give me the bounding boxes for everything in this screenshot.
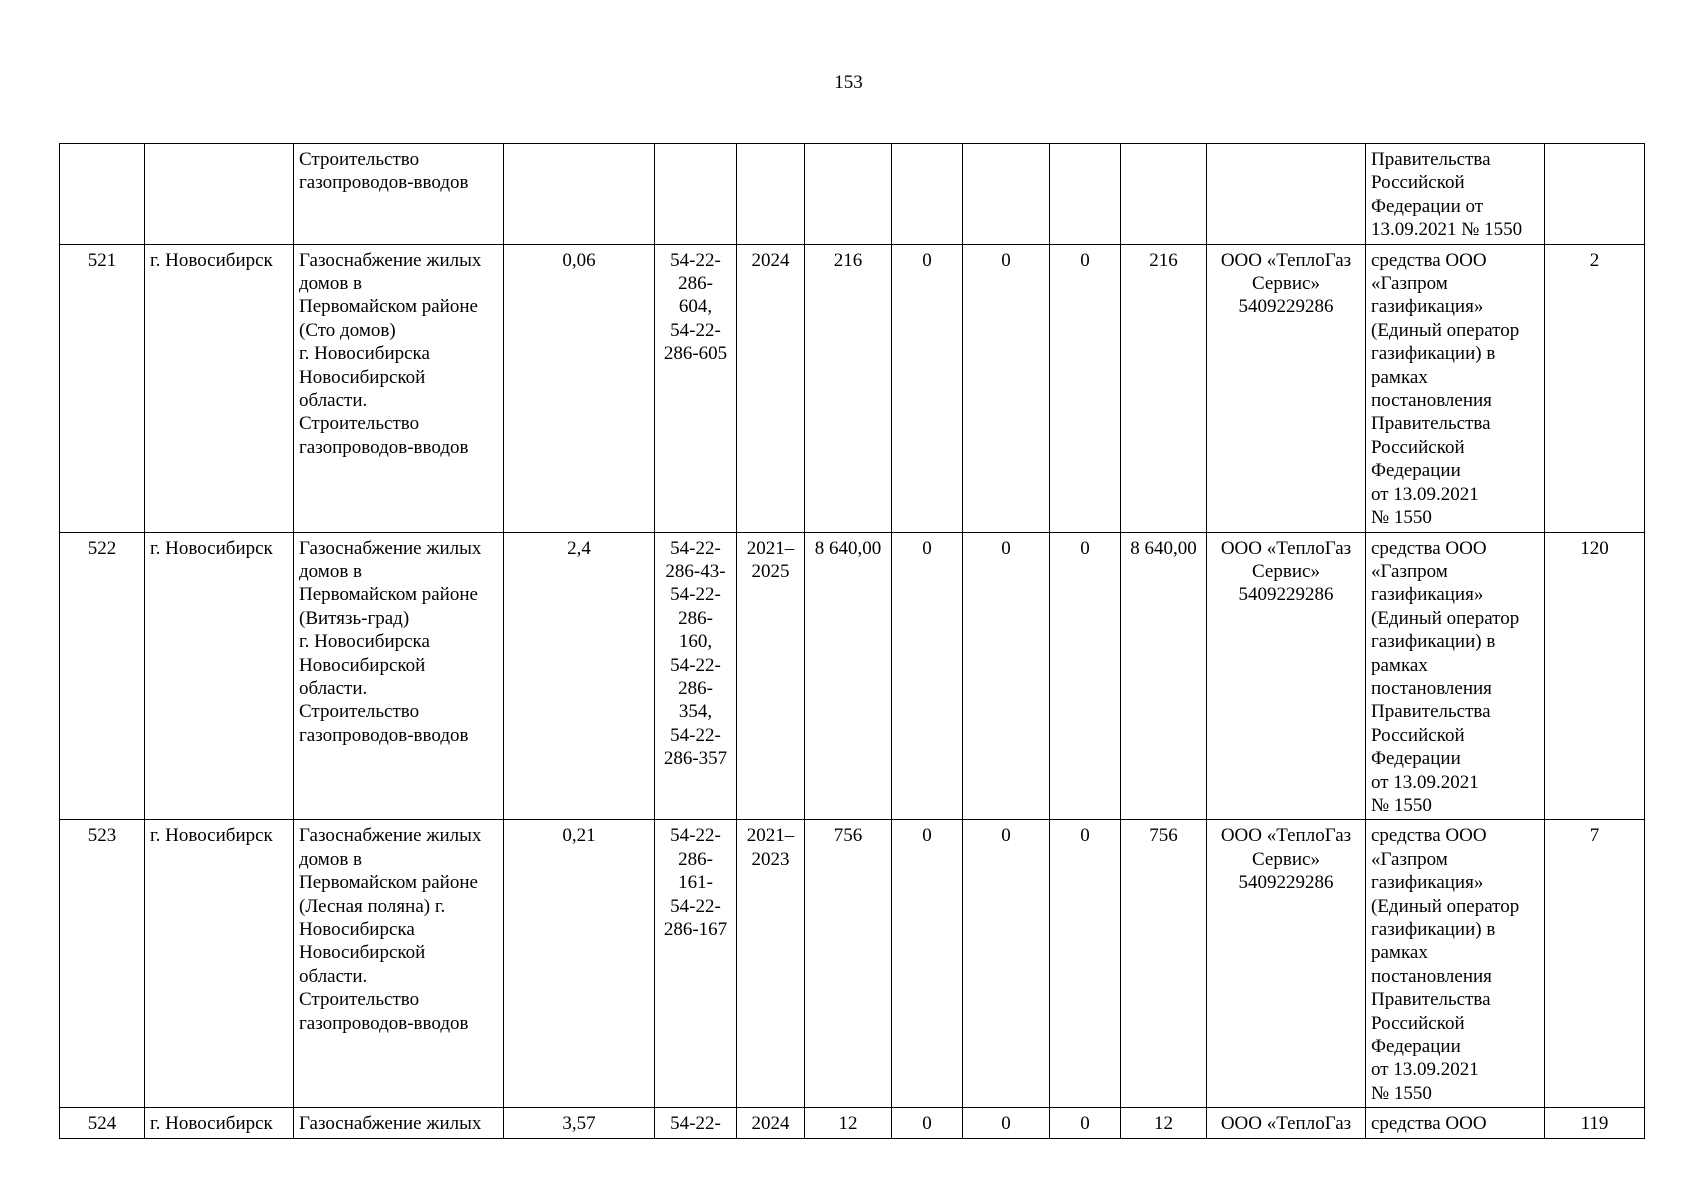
years-cell: 2024 — [737, 244, 805, 532]
description-cell: Строительство газопроводов-вводов — [294, 144, 504, 245]
length-cell: 2,4 — [504, 532, 655, 820]
count-cell: 7 — [1545, 820, 1645, 1108]
table-row — [60, 532, 1645, 820]
funding-source-cell: средства ООО «Газпром газификация» (Единый оператор газификации) в рамках постановления Правительства Российской Федерации от 13.09.2021 № 1550 — [1366, 244, 1545, 532]
funding-source-cell: средства ООО — [1366, 1108, 1545, 1138]
value-cell: 0 — [892, 1108, 963, 1138]
value-cell — [892, 144, 963, 245]
value-cell: 0 — [1050, 532, 1121, 820]
executor-cell: ООО «ТеплоГаз Сервис» 5409229286 — [1207, 820, 1366, 1108]
years-cell: 2021– 2023 — [737, 820, 805, 1108]
total-cell — [805, 144, 892, 245]
value-cell: 0 — [963, 244, 1050, 532]
total-cell: 756 — [805, 820, 892, 1108]
total-cell: 12 — [805, 1108, 892, 1138]
total-cell: 216 — [805, 244, 892, 532]
years-cell — [737, 144, 805, 245]
table-row — [60, 1108, 1645, 1138]
length-cell: 0,21 — [504, 820, 655, 1108]
count-cell: 119 — [1545, 1108, 1645, 1138]
row-number-cell — [60, 144, 145, 245]
cadastral-cell: 54-22- 286- 161- 54-22- 286-167 — [655, 820, 737, 1108]
funding-source-cell: средства ООО «Газпром газификация» (Единый оператор газификации) в рамках постановления Правительства Российской Федерации от 13.09.2021 № 1550 — [1366, 532, 1545, 820]
value-cell: 8 640,00 — [1121, 532, 1207, 820]
cadastral-cell: 54-22- 286-43- 54-22- 286- 160, 54-22- 286- 354, 54-22- 286-357 — [655, 532, 737, 820]
value-cell: 0 — [963, 532, 1050, 820]
value-cell: 756 — [1121, 820, 1207, 1108]
executor-cell: ООО «ТеплоГаз Сервис» 5409229286 — [1207, 532, 1366, 820]
value-cell: 0 — [1050, 820, 1121, 1108]
city-cell: г. Новосибирск — [145, 1108, 294, 1138]
row-number-cell: 521 — [60, 244, 145, 532]
executor-cell: ООО «ТеплоГаз Сервис» 5409229286 — [1207, 244, 1366, 532]
value-cell: 0 — [963, 820, 1050, 1108]
value-cell: 0 — [963, 1108, 1050, 1138]
page-number: 153 — [834, 72, 863, 93]
description-cell: Газоснабжение жилых домов в Первомайском районе (Витязь-град) г. Новосибирска Новосибирской области. Строительство газопроводов-вводов — [294, 532, 504, 820]
count-cell — [1545, 144, 1645, 245]
count-cell: 2 — [1545, 244, 1645, 532]
description-cell: Газоснабжение жилых домов в Первомайском районе (Лесная поляна) г. Новосибирска Новосибирской области. Строительство газопроводов-вводов — [294, 820, 504, 1108]
count-cell: 120 — [1545, 532, 1645, 820]
value-cell — [963, 144, 1050, 245]
table-row — [60, 144, 1645, 245]
length-cell — [504, 144, 655, 245]
value-cell: 12 — [1121, 1108, 1207, 1138]
table-row — [60, 820, 1645, 1108]
city-cell: г. Новосибирск — [145, 244, 294, 532]
years-cell: 2021– 2025 — [737, 532, 805, 820]
row-number-cell: 522 — [60, 532, 145, 820]
description-cell: Газоснабжение жилых домов в Первомайском районе (Сто домов) г. Новосибирска Новосибирской области. Строительство газопроводов-вводов — [294, 244, 504, 532]
length-cell: 3,57 — [504, 1108, 655, 1138]
city-cell: г. Новосибирск — [145, 532, 294, 820]
value-cell: 216 — [1121, 244, 1207, 532]
gas-projects-table — [59, 143, 1645, 1139]
funding-source-cell: Правительства Российской Федерации от 13.09.2021 № 1550 — [1366, 144, 1545, 245]
city-cell: г. Новосибирск — [145, 820, 294, 1108]
executor-cell — [1207, 144, 1366, 245]
table-row — [60, 244, 1645, 532]
description-cell: Газоснабжение жилых — [294, 1108, 504, 1138]
row-number-cell: 523 — [60, 820, 145, 1108]
years-cell: 2024 — [737, 1108, 805, 1138]
value-cell: 0 — [1050, 244, 1121, 532]
cadastral-cell — [655, 144, 737, 245]
city-cell — [145, 144, 294, 245]
cadastral-cell: 54-22- — [655, 1108, 737, 1138]
total-cell: 8 640,00 — [805, 532, 892, 820]
funding-source-cell: средства ООО «Газпром газификация» (Единый оператор газификации) в рамках постановления Правительства Российской Федерации от 13.09.2021 № 1550 — [1366, 820, 1545, 1108]
value-cell: 0 — [892, 820, 963, 1108]
value-cell: 0 — [892, 244, 963, 532]
executor-cell: ООО «ТеплоГаз — [1207, 1108, 1366, 1138]
value-cell — [1050, 144, 1121, 245]
cadastral-cell: 54-22- 286- 604, 54-22- 286-605 — [655, 244, 737, 532]
length-cell: 0,06 — [504, 244, 655, 532]
value-cell: 0 — [1050, 1108, 1121, 1138]
row-number-cell: 524 — [60, 1108, 145, 1138]
value-cell: 0 — [892, 532, 963, 820]
value-cell — [1121, 144, 1207, 245]
